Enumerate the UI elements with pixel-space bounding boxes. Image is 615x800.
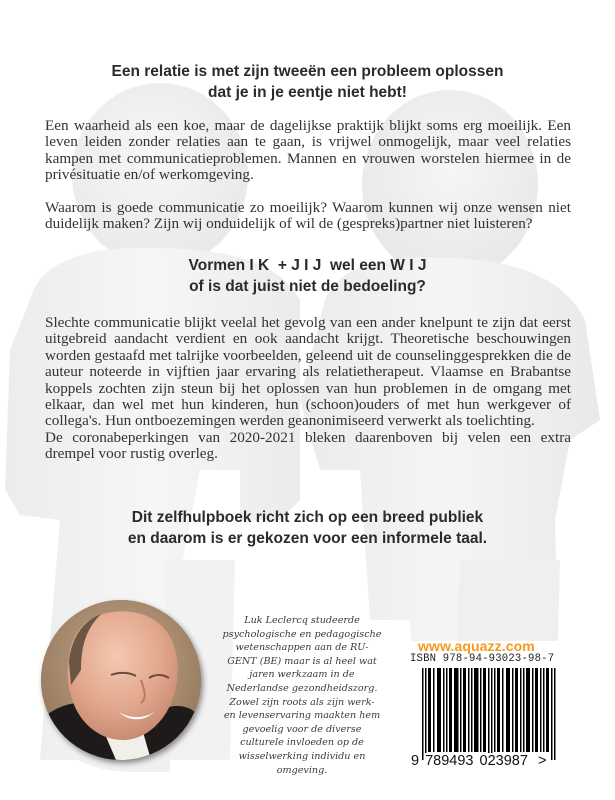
subheadline-line-2: of is dat juist niet de bedoeling? xyxy=(189,278,426,295)
audience-line-2: en daarom is er gekozen voor een informele taal. xyxy=(127,530,488,547)
ean-right-digits: 023987 xyxy=(479,753,528,769)
barcode-icon xyxy=(422,668,562,760)
subheadline-line-1: Vormen I K + J I J wel een W I J xyxy=(188,257,427,274)
publisher-website-link[interactable]: www.aquazz.com xyxy=(418,638,535,654)
audience-line-1: Dit zelfhulpboek richt zich op een breed publiek xyxy=(131,509,484,526)
author-bio: Luk Leclercq studeerde psychologische en pedagogische wetenschappen aan de RU-GENT (BE) maar is al heel wat jaren werkzaam in de Nederlandse gezondheidszorg. Zowel zijn roots als zijn werk- en levenservaring maakten hem gevoelig voor de diverse culturele invloeden op de wisselwerking individu en omgeving. xyxy=(222,615,382,776)
ean-first-digit: 9 xyxy=(411,753,420,769)
ean-left-digits: 789493 xyxy=(425,753,474,769)
author-photo xyxy=(41,600,201,760)
quiet-zone-mark: > xyxy=(537,753,547,769)
headline-line-2: dat je in je eentje niet hebt! xyxy=(208,84,407,101)
intro-paragraph-1: Een waarheid als een koe, maar de dagelijkse praktijk blijkt soms erg moeilijk. Een leven leiden zonder relaties aan te gaan, is vrijwel onmogelijk, maar veel relaties kampen met communicatieproblemen. Mannen en vrouwen worstelen hiermee in de privésituatie en/of werkomgeving. xyxy=(45,117,571,184)
audience-statement xyxy=(0,507,615,549)
headline xyxy=(0,61,615,103)
description-paragraph-2: De coronabeperkingen van 2020-2021 bleken daarenboven bij velen een extra drempel voor rustig overleg. xyxy=(45,428,571,463)
ean-digits xyxy=(410,753,547,769)
description-paragraph-1: Slechte communicatie blijkt veelal het gevolg van een ander knelpunt te zijn dat eerst uitgebreid aandacht verdient en ook aandacht krijgt. Theoretische beschouwingen worden gestaafd met talrijke voorbeelden, geleend uit de counselinggesprekken die de auteur noteerde in vijftien jaar ervaring als relatietherapeut. Vlaamse en Brabantse koppels zochten zijn steun bij het oplossen van hun problemen in de omgang met elkaar, dan wel met hun kinderen, hun (schoon)ouders of met hun werkgever of collega's. Hun ontboezemingen werden geanonimiseerd verwerkt als toelichting. xyxy=(45,314,571,430)
intro-text xyxy=(45,118,571,232)
author-portrait-icon xyxy=(41,600,201,760)
headline-line-1: Een relatie is met zijn tweeën een probleem oplossen xyxy=(111,63,504,80)
description-text xyxy=(45,315,571,463)
subheadline xyxy=(0,255,615,297)
intro-paragraph-2: Waarom is goede communicatie zo moeilijk? Waarom kunnen wij onze wensen niet duidelijk maken? Zijn wij onduidelijk of wil de (gespreks)partner niet luisteren? xyxy=(45,198,571,233)
isbn-label: ISBN 978-94-93023-98-7 xyxy=(410,653,555,665)
